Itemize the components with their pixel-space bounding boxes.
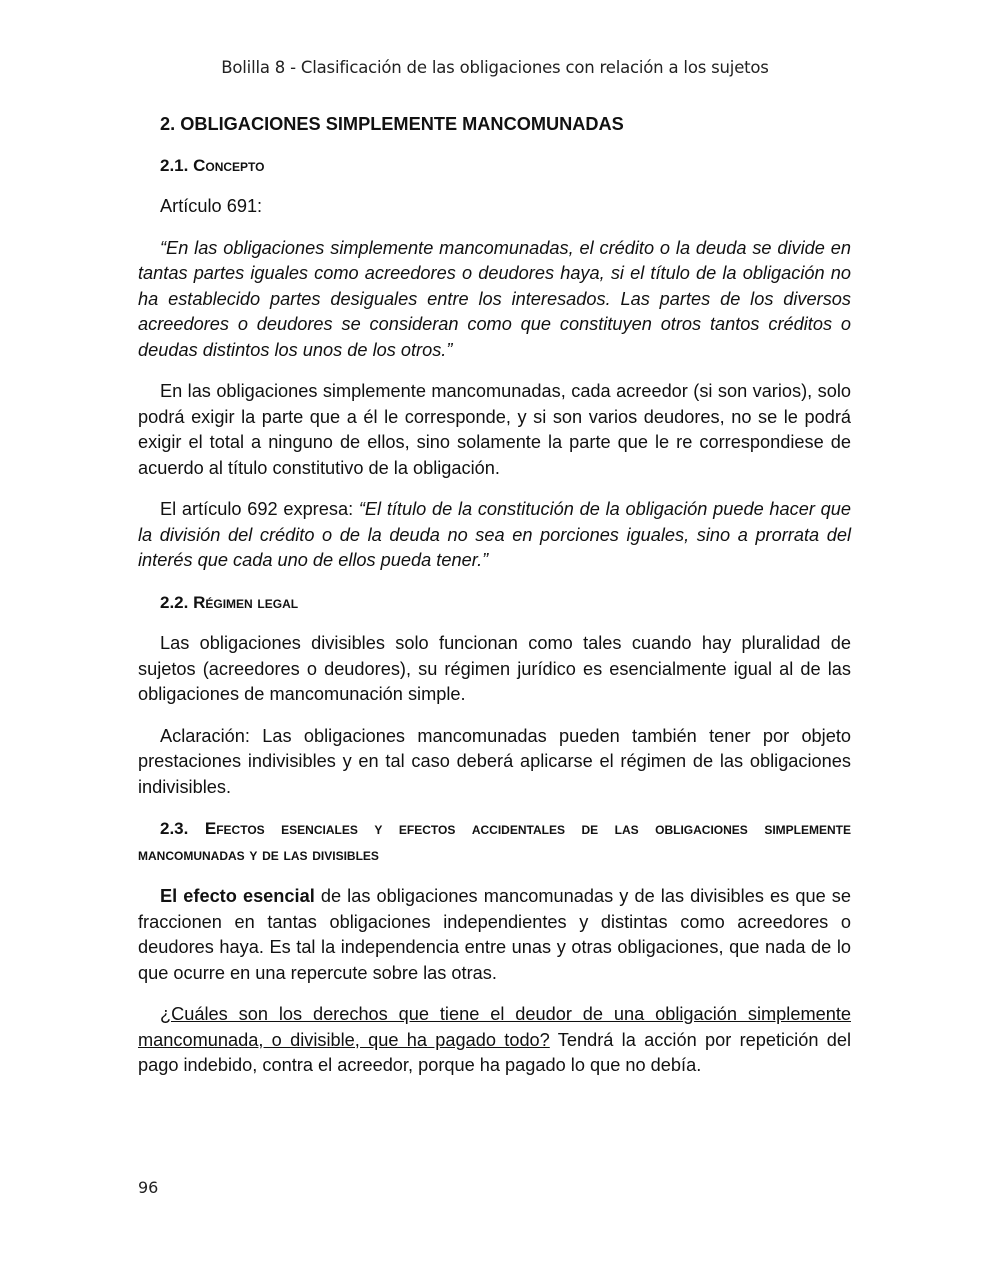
paragraph-aclaracion: Aclaración: Las obligaciones mancomunadas pueden también tener por objeto prestaciones indivisibles y en tal caso deberá aplicarse el régimen de las obligaciones indivisibles. — [138, 725, 851, 797]
paragraph-text: de las obligaciones mancomunadas y de las divisibles es que se fraccionen en tantas obligaciones independientes y distintas como acreedores o deudores haya. Es tal la independencia entre unas y otras obligaciones, que nada de lo que ocurre en una repercute sobre las otras. — [138, 886, 851, 983]
article-label: Artículo 691: — [160, 196, 263, 216]
subsection-title: Régimen legal — [193, 592, 299, 612]
paragraph-article-692 — [138, 497, 851, 574]
paragraph-efecto-esencial — [138, 884, 851, 986]
subsection-number: 2.1. — [160, 155, 189, 175]
paragraph-answer: Tendrá la acción por repetición del pago indebido, contra el acreedor, porque ha pagado lo que no debía. — [138, 1029, 852, 1075]
article-691-quote: “En las obligaciones simplemente mancomunadas, el crédito o la deuda se divide en tantas partes iguales como acreedores o deudores haya, si el título de la obligación no ha establecido partes desiguales entre los interesados. Las partes de los diversos acreedores o deudores se consideran como que constituyen otros tantos créditos o deudas distintos los unos de los otros.” — [138, 237, 851, 360]
running-header: Bolilla 8 - Clasificación de las obligaciones con relación a los sujetos — [221, 58, 769, 77]
paragraph: En las obligaciones simplemente mancomunadas, cada acreedor (si son varios), solo podrá exigir la parte que a él le corresponde, y si son varios deudores, no se le podrá exigir el total a ninguno de ellos, sino solamente la parte que le re correspondiese de acuerdo al título constitutivo de la obligación. — [138, 381, 851, 478]
subsection-heading-regimen — [160, 590, 851, 616]
page-number: 96 — [138, 1178, 159, 1197]
section-heading: 2. OBLIGACIONES SIMPLEMENTE MANCOMUNADAS — [160, 114, 624, 134]
subsection-number: 2.3. — [160, 819, 189, 838]
subsection-title: Concepto — [193, 155, 265, 175]
underlined-question: ¿Cuáles son los derechos que tiene el deudor de una obligación simplemente mancomunada, o divisible, que ha pagado todo? — [138, 1004, 851, 1050]
subsection-title: Efectos esenciales y efectos accidentales de las obligaciones simplemente mancomunadas y de las divisibles — [138, 819, 851, 864]
subsection-heading-concepto — [160, 153, 851, 179]
subsection-number: 2.2. — [160, 592, 189, 612]
subsection-heading-efectos — [138, 816, 851, 868]
paragraph-lead: El artículo 692 expresa: — [160, 499, 359, 519]
article-692-quote: “El título de la constitución de la obligación puede hacer que la división del crédito o de la deuda no sea en porciones iguales, sino a prorrata del interés que cada uno de ellos pueda tener.” — [138, 499, 851, 570]
page-content — [138, 112, 851, 1095]
bold-term: El efecto esencial — [160, 886, 315, 906]
paragraph-question — [138, 1002, 851, 1079]
paragraph: Las obligaciones divisibles solo funcionan como tales cuando hay pluralidad de sujetos (acreedores o deudores), su régimen jurídico es esencialmente igual al de las obligaciones de mancomunación simple. — [138, 633, 851, 704]
